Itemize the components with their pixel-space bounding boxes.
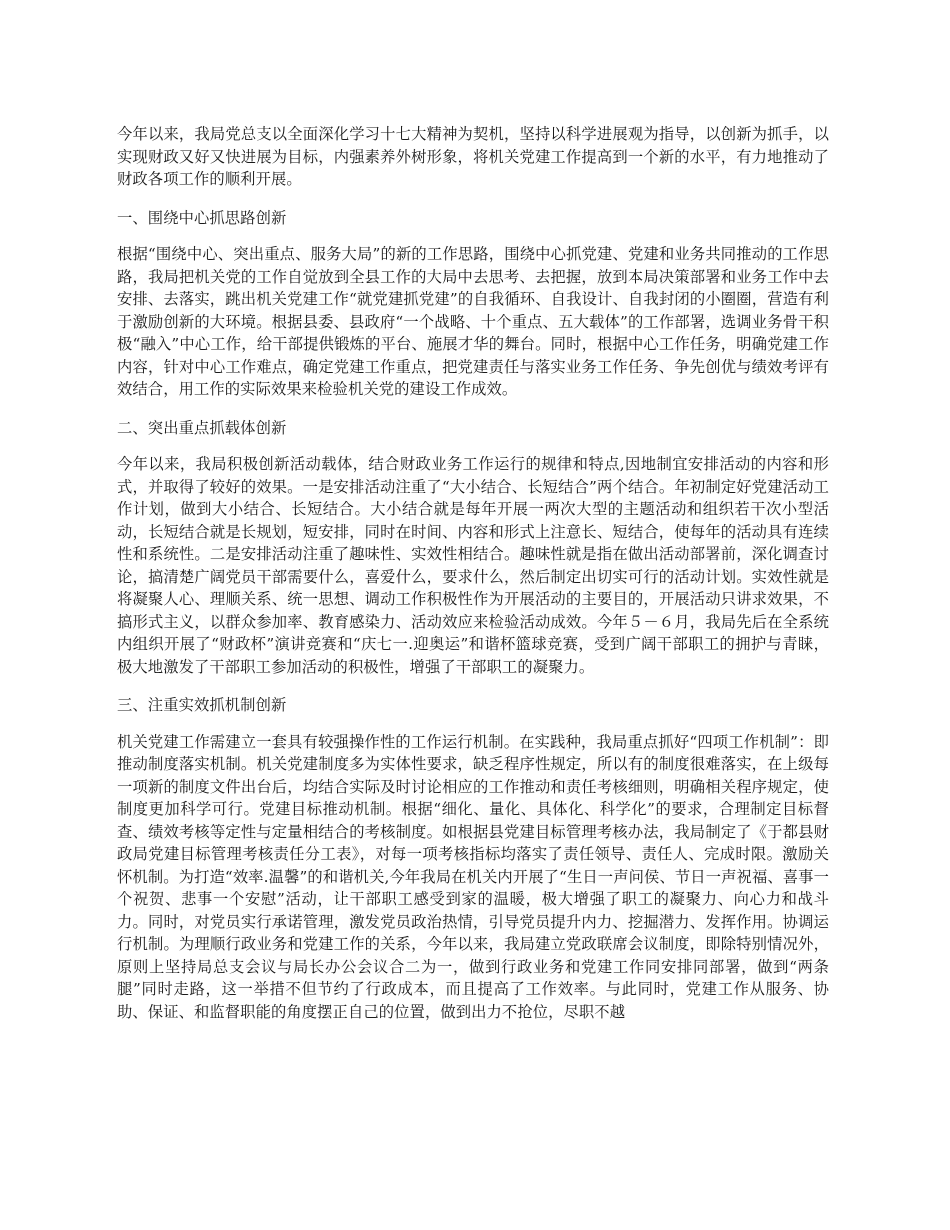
spacer xyxy=(117,678,829,694)
spacer xyxy=(117,229,829,243)
spacer xyxy=(117,401,829,417)
section-body-3: 机关党建工作需建立一套具有较强操作性的工作运行机制。在实践种，我局重点抓好“四项工作机制”：即推动制度落实机制。机关党建制度多为实体性要求，缺乏程序性规定，所以有的制度很难落实，在上级每一项新的制度文件出台后，均结合实际及时讨论相应的工作推动和责任考核细则，明确相关程序规定，使制度更加科学可行。党建目标推动机制。根据“细化、量化、具体化、科学化”的要求，合理制定目标督查、绩效考核等定性与定量相结合的考核制度。如根据县党建目标管理考核办法，我局制定了《于都县财政局党建目标管理考核责任分工表》，对每一项考核指标均落实了责任领导、责任人、完成时限。激励关怀机制。为打造“效率.温馨”的和谐机关,今年我局在机关内开展了“生日一声问侯、节日一声祝福、喜事一个祝贺、悲事一个安慰”活动，让干部职工感受到家的温暖，极大增强了职工的凝聚力、向心力和战斗力。同时，对党员实行承诺管理，激发党员政治热情，引导党员提升内力、挖掘潜力、发挥作用。协调运行机制。为理顺行政业务和党建工作的关系，今年以来，我局建立党政联席会议制度，即除特别情况外，原则上坚持局总支会议与局长办公会议合二为一，做到行政业务和党建工作同安排同部署，做到“两条腿”同时走路，这一举措不但节约了行政成本，而且提高了工作效率。与此同时，党建工作从服务、协助、保证、和监督职能的角度摆正自己的位置，做到出力不抢位，尽职不越 xyxy=(117,732,829,1021)
intro-paragraph: 今年以来，我局党总支以全面深化学习十七大精神为契机，坚持以科学进展观为指导，以创新为抓手，以实现财政又好又快进展为目标，内强素养外树形象，将机关党建工作提高到一个新的水平，有力地推动了财政各项工作的顺利开展。 xyxy=(117,125,829,188)
section-heading-3: 三、注重实效抓机制创新 xyxy=(117,696,287,714)
section-body-1: 根据“围绕中心、突出重点、服务大局”的新的工作思路，围绕中心抓党建、党建和业务共同推动的工作思路，我局把机关党的工作自觉放到全县工作的大局中去思考、去把握，放到本局决策部署和业务工作中去安排、去落实，跳出机关党建工作“就党建抓党建”的自我循环、自我设计、自我封闭的小圈圈，营造有利于激励创新的大环境。根据县委、县政府“一个战略、十个重点、五大载体”的工作部署，选调业务骨干积极“融入”中心工作，给干部提供锻炼的平台、施展才华的舞台。同时，根据中心工作任务，明确党建工作内容，针对中心工作难点，确定党建工作重点，把党建责任与落实业务工作任务、争先创优与绩效考评有效结合，用工作的实际效果来检验机关党的建设工作成效。 xyxy=(117,245,829,398)
spacer xyxy=(117,439,829,453)
spacer xyxy=(117,191,829,207)
section-heading-2: 二、突出重点抓载体创新 xyxy=(117,418,287,437)
section-heading-1: 一、围绕中心抓思路创新 xyxy=(117,208,287,227)
section-body-2: 今年以来，我局积极创新活动载体，结合财政业务工作运行的规律和特点,因地制宜安排活动的内容和形式，并取得了较好的效果。一是安排活动注重了“大小结合、长短结合”两个结合。年初制定好党建活动工作计划，做到大小结合、长短结合。大小结合就是每年开展一两次大型的主题活动和组织若干次小型活动，长短结合就是长规划，短安排，同时在时间、内容和形式上注意长、短结合，使每年的活动具有连续性和系统性。二是安排活动注重了趣味性、实效性相结合。趣味性就是指在做出活动部署前，深化调查讨论，搞清楚广阔党员干部需要什么，喜爱什么，要求什么，然后制定出切实可行的活动计划。实效性就是将凝聚人心、理顺关系、统一思想、调动工作积极性作为开展活动的主要目的，开展活动只讲求效果，不搞形式主义，以群众参加率、教育感染力、活动效应来检验活动成效。今年５－６月，我局先后在全系统内组织开展了“财政杯”演讲竞赛和“庆七一.迎奥运”和谐杯篮球竞赛，受到广阔干部职工的拥护与青睐，极大地激发了干部职工参加活动的积极性，增强了干部职工的凝聚力。 xyxy=(117,455,829,676)
document-body xyxy=(117,123,829,1023)
spacer xyxy=(117,717,829,731)
